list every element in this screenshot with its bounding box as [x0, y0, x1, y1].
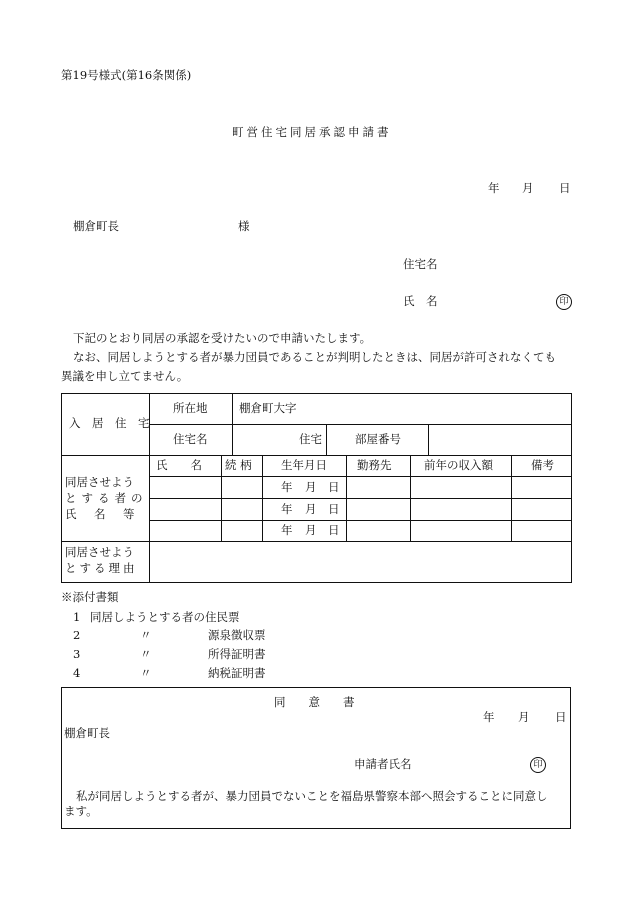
consent-title: 同 意 書 — [274, 695, 355, 709]
date-month: 月 — [522, 181, 534, 195]
form-title: 町営住宅同居承認申請書 — [232, 125, 392, 139]
column-workplace: 勤務先 — [357, 458, 392, 472]
consent-date-year: 年 — [483, 710, 495, 724]
consent-text-line1: 私が同居しようとする者が、暴力団員でないことを福島県警察本部へ照会することに同意し — [76, 789, 548, 803]
consent-text-line2: ます。 — [64, 804, 98, 818]
body-text-line1: 下記のとおり同居の承認を受けたいので申請いたします。 — [73, 331, 372, 345]
housing-suffix: 住宅 — [299, 432, 322, 446]
location-value[interactable]: 棚倉町大字 — [239, 401, 297, 415]
consent-seal: 印 — [530, 757, 546, 773]
room-number-label: 部屋番号 — [355, 432, 401, 446]
housing-name-label: 住宅名 — [173, 432, 208, 446]
consent-date-month: 月 — [518, 710, 530, 724]
residence-header: 入 居 住 宅 — [69, 416, 150, 430]
attachment-ditto-3: 〃 — [140, 647, 152, 661]
birth-year-row2: 年 — [281, 502, 293, 516]
birth-year-row1: 年 — [281, 480, 293, 494]
attachment-text-4: 納税証明書 — [208, 666, 266, 680]
cohabitants-header-line3: 氏 名 等 — [65, 507, 138, 521]
birth-month-row2: 月 — [305, 502, 317, 516]
body-text-line3: 異議を申し立てません。 — [61, 369, 189, 383]
attachments-heading: ※添付書類 — [61, 590, 119, 604]
consent-applicant-label: 申請者氏名 — [354, 757, 412, 771]
applicant-residence-label: 住宅名 — [403, 257, 438, 271]
birth-day-row2: 日 — [328, 502, 340, 516]
column-relation: 続 柄 — [225, 458, 252, 472]
date-year: 年 — [488, 181, 500, 195]
birth-year-row3: 年 — [281, 523, 293, 537]
attachment-num-4: 4 — [73, 666, 81, 680]
attachment-num-2: 2 — [73, 628, 81, 642]
cohabitants-header-line2: とする者の — [65, 491, 148, 505]
attachment-text-2: 源泉徴収票 — [208, 628, 266, 642]
attachment-ditto-4: 〃 — [140, 666, 152, 680]
reason-header-line1: 同居させよう — [65, 545, 134, 559]
addressee-name: 棚倉町長 — [73, 219, 119, 233]
consent-addressee: 棚倉町長 — [64, 726, 110, 740]
location-label: 所在地 — [173, 401, 208, 415]
attachment-ditto-2: 〃 — [140, 628, 152, 642]
birth-month-row1: 月 — [305, 480, 317, 494]
birth-month-row3: 月 — [305, 523, 317, 537]
birth-day-row3: 日 — [328, 523, 340, 537]
date-day: 日 — [559, 181, 571, 195]
column-birthdate: 生年月日 — [281, 458, 327, 472]
birth-day-row1: 日 — [328, 480, 340, 494]
addressee-honorific: 様 — [238, 219, 250, 233]
cohabitants-header-line1: 同居させよう — [65, 475, 134, 489]
reason-header-line2: とする理由 — [65, 561, 138, 575]
column-name: 氏 名 — [156, 458, 202, 472]
column-remarks: 備考 — [531, 458, 554, 472]
attachment-num-1: 1 — [73, 610, 81, 624]
applicant-seal: 印 — [556, 294, 572, 310]
form-number: 第19号様式(第16条関係) — [61, 68, 192, 82]
attachment-text-1: 同居しようとする者の住民票 — [90, 610, 240, 624]
consent-date-day: 日 — [555, 710, 567, 724]
applicant-name-label: 氏 名 — [403, 294, 438, 308]
attachment-text-3: 所得証明書 — [208, 647, 266, 661]
column-income: 前年の収入額 — [424, 458, 493, 472]
body-text-line2: なお、同居しようとする者が暴力団員であることが判明したときは、同居が許可されなくても — [73, 350, 556, 364]
attachment-num-3: 3 — [73, 647, 81, 661]
